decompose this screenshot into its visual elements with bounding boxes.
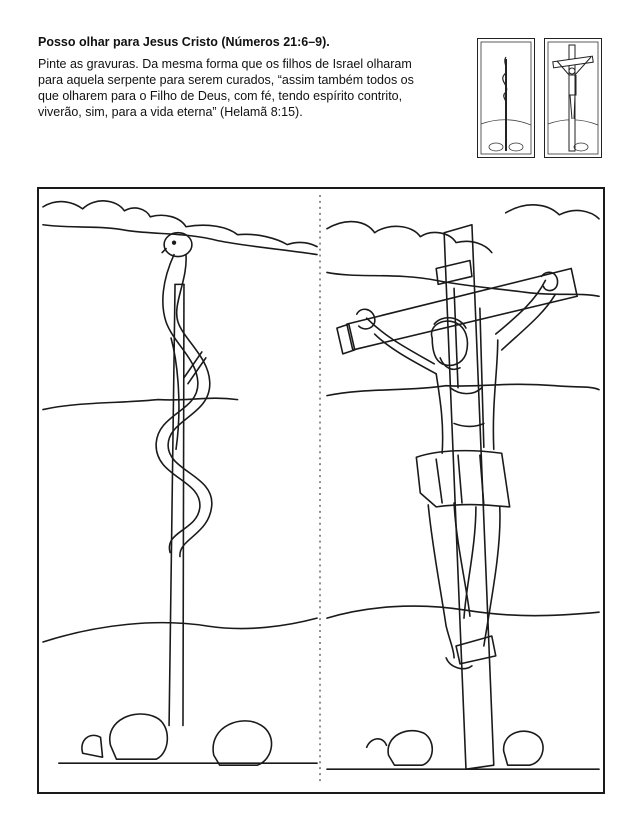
header <box>38 34 438 120</box>
instructions-text: Pinte as gravuras. Da mesma forma que os filhos de Israel olharam para aquela serpente para serem curados, “assim também todos os que olharem para o Filho de Deus, com fé, tendo espírito contrito, viverão, sim, para a vida eterna” (Helamã 8:15). <box>38 57 414 119</box>
thumbnail-preview <box>477 38 601 158</box>
crucifixion-illustration <box>327 205 599 769</box>
serpent-thumbnail <box>477 38 535 158</box>
coloring-panel <box>37 187 605 794</box>
serpent-on-pole-illustration <box>43 201 317 765</box>
crucifixion-thumbnail <box>544 38 602 158</box>
page-title: Posso olhar para Jesus Cristo (Números 21:6–9). <box>38 35 330 49</box>
